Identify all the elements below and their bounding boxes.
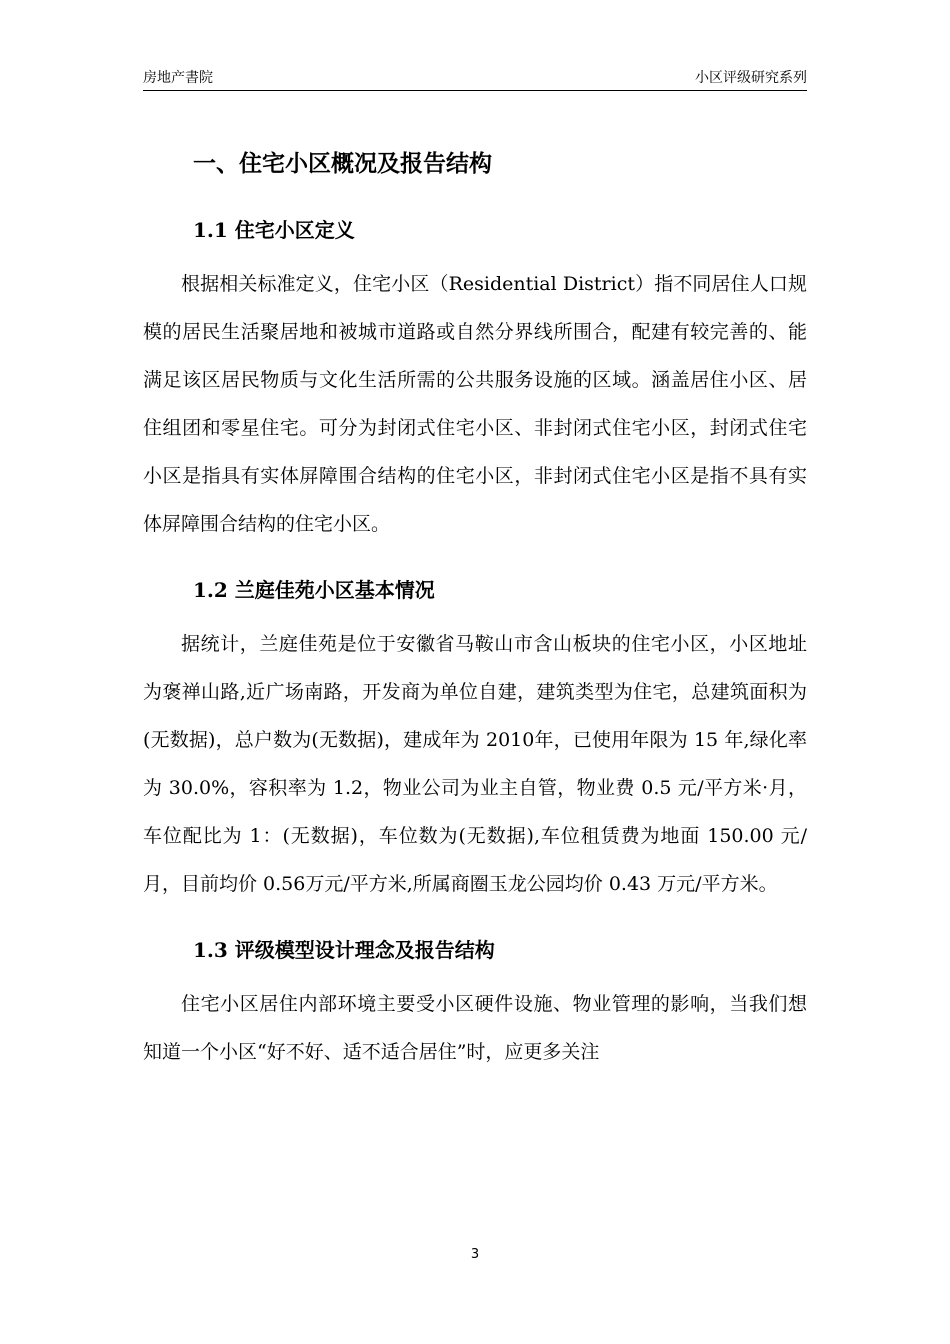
spacer bbox=[143, 188, 807, 200]
spacer bbox=[143, 908, 807, 920]
page-header bbox=[143, 66, 807, 91]
header-right-text: 小区评级研究系列 bbox=[695, 70, 807, 86]
header-left-text: 房地产書院 bbox=[143, 70, 213, 86]
section-title-1-2: 1.2 兰庭佳苑小区基本情况 bbox=[193, 578, 435, 602]
chapter-title: 一、住宅小区概况及报告结构 bbox=[193, 150, 492, 177]
section-title-1-3: 1.3 评级模型设计理念及报告结构 bbox=[193, 938, 495, 962]
section-title-1-1: 1.1 住宅小区定义 bbox=[193, 218, 355, 242]
document-body bbox=[143, 140, 807, 1076]
section-paragraph-1-3: 住宅小区居住内部环境主要受小区硬件设施、物业管理的影响，当我们想知道一个小区“好不好、适不适合居住”时，应更多关注 bbox=[143, 993, 807, 1063]
spacer bbox=[143, 548, 807, 560]
page-number: 3 bbox=[470, 1247, 480, 1262]
section-paragraph-1-2: 据统计，兰庭佳苑是位于安徽省马鞍山市含山板块的住宅小区，小区地址为褒禅山路,近广场南路，开发商为单位自建，建筑类型为住宅，总建筑面积为(无数据)，总户数为(无数据)，建成年为 2010年，已使用年限为 15 年,绿化率为 30.0%，容积率为 1.2，物业公司为业主自管，物业费 0.5 元/平方米·月，车位配比为 1：(无数据)，车位数为(无数据),车位租赁费为地面 150.00 元/月，目前均价 0.56万元/平方米,所属商圈玉龙公园均价 0.43 万元/平方米。 bbox=[143, 633, 807, 895]
section-paragraph-1-1: 根据相关标准定义，住宅小区（Residential District）指不同居住人口规模的居民生活聚居地和被城市道路或自然分界线所围合，配建有较完善的、能满足该区居民物质与文化生活所需的公共服务设施的区域。涵盖居住小区、居住组团和零星住宅。可分为封闭式住宅小区、非封闭式住宅小区，封闭式住宅小区是指具有实体屏障围合结构的住宅小区，非封闭式住宅小区是指不具有实体屏障围合结构的住宅小区。 bbox=[143, 273, 807, 535]
